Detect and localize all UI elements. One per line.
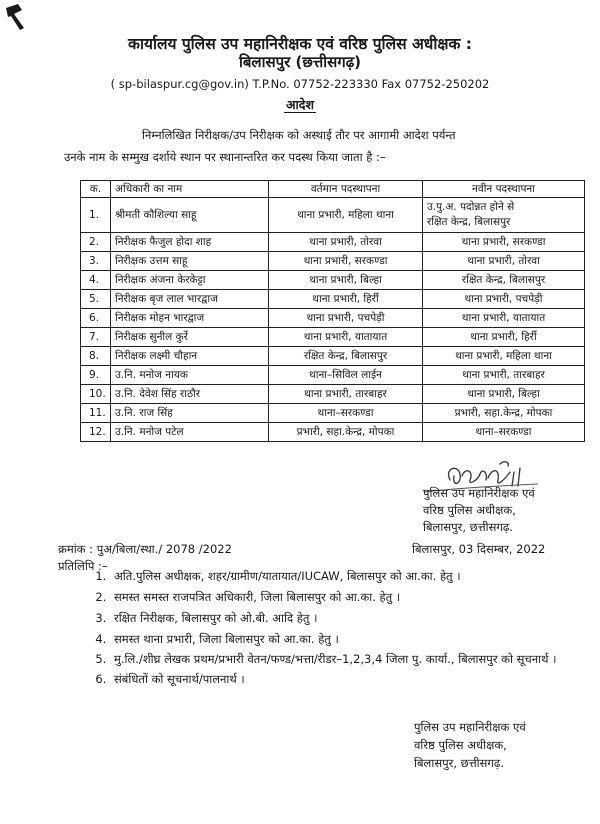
- new-posting-line-2: रक्षित केन्द्र, बिलासपुर: [427, 216, 511, 228]
- row-officer-name: श्रीमती कौशिल्या साहू: [111, 198, 269, 233]
- row-current-posting: थाना प्रभारी, महिला थाना: [269, 198, 423, 233]
- row-current-posting: थाना प्रभारी, हिर्री: [269, 290, 423, 309]
- signature-title: वरिष्ठ पुलिस अधीक्षक,: [414, 738, 507, 752]
- table-row: [81, 328, 585, 347]
- new-posting-line-1: उ.पु.अ. पदोन्नत होने से: [427, 201, 515, 213]
- row-officer-name: निरीक्षक अंजना केरकेट्टा: [111, 271, 269, 290]
- list-item: 6. संबंधितों को सूचनार्थ/पालनार्थ ।: [110, 669, 600, 690]
- row-serial: 3.: [81, 252, 111, 271]
- reference-number: क्रमांक : पुअ/बिला/स्था./ 2078 /2022: [58, 542, 232, 556]
- row-officer-name: उ.नि. मनोज नायक: [111, 366, 269, 385]
- signature-designation: पुलिस उप महानिरीक्षक एवं: [423, 486, 535, 500]
- row-officer-name: निरीक्षक लक्ष्मी चौहान: [111, 347, 269, 366]
- table-row: [81, 423, 585, 442]
- office-location: बिलासपुर (छत्तीसगढ़): [238, 53, 362, 71]
- row-current-posting: प्रभारी, सहा.केन्द्र, मोपका: [269, 423, 423, 442]
- row-new-posting: प्रभारी, सहा.केन्द्र, मोपका: [423, 404, 585, 423]
- row-serial: 6.: [81, 309, 111, 328]
- transfer-table: [80, 180, 585, 442]
- row-officer-name: निरीक्षक मोहन भारद्वाज: [111, 309, 269, 328]
- list-item: 5. मु.लि./शीघ्र लेखक प्रथम/प्रभारी वेतन/फण्ड/भत्ता/रीडर–1,2,3,4 जिला पु. कार्या., बिलासपुर को सूचनार्थ ।: [110, 650, 600, 669]
- signature-designation: पुलिस उप महानिरीक्षक एवं: [414, 720, 526, 734]
- row-current-posting: थाना प्रभारी, पचपेड़ी: [269, 309, 423, 328]
- row-officer-name: निरीक्षक बृज लाल भारद्वाज: [111, 290, 269, 309]
- row-officer-name: उ.नि. देवेश सिंह राठौर: [111, 385, 269, 404]
- table-header-row: [81, 181, 585, 198]
- office-heading: कार्यालय पुलिस उप महानिरीक्षक एवं वरिष्ठ पुलिस अधीक्षक :: [128, 35, 472, 53]
- row-new-posting: थाना प्रभारी, यातायात: [423, 309, 585, 328]
- row-serial: 1.: [81, 198, 111, 233]
- corner-stamp-mark: [2, 2, 32, 32]
- table-row: [81, 404, 585, 423]
- row-current-posting: थाना प्रभारी, बिल्हा: [269, 271, 423, 290]
- row-serial: 10.: [81, 385, 111, 404]
- row-serial: 5.: [81, 290, 111, 309]
- row-new-posting: थाना प्रभारी, तारबाहर: [423, 366, 585, 385]
- row-current-posting: थाना–सिविल लाईन: [269, 366, 423, 385]
- row-new-posting: रक्षित केन्द्र, बिलासपुर: [423, 271, 585, 290]
- order-title: आदेश: [286, 97, 314, 112]
- list-item: 4. समस्त थाना प्रभारी, जिला बिलासपुर को आ.का. हेतु ।: [110, 629, 600, 650]
- row-current-posting: थाना प्रभारी, तारबाहर: [269, 385, 423, 404]
- row-current-posting: थाना प्रभारी, सरकण्डा: [269, 252, 423, 271]
- row-officer-name: निरीक्षक उत्तम साहू: [111, 252, 269, 271]
- copy-to-list: [76, 566, 600, 690]
- table-row: [81, 252, 585, 271]
- table-row: [81, 347, 585, 366]
- header-new-posting: नवीन पदस्थापना: [423, 181, 585, 198]
- row-current-posting: थाना प्रभारी, यातायात: [269, 328, 423, 347]
- row-current-posting: रक्षित केन्द्र, बिलासपुर: [269, 347, 423, 366]
- table-row: [81, 233, 585, 252]
- table-row: [81, 309, 585, 328]
- signature-block-bottom: [414, 718, 526, 772]
- row-new-posting: थाना प्रभारी, हिर्री: [423, 328, 585, 347]
- row-new-posting: थाना प्रभारी, पचपेड़ी: [423, 290, 585, 309]
- row-new-posting: थाना–सरकण्डा: [423, 423, 585, 442]
- table-row: [81, 198, 585, 233]
- row-current-posting: थाना–सरकण्डा: [269, 404, 423, 423]
- list-item: 1. अति.पुलिस अधीक्षक, शहर/ग्रामीण/यातायात/IUCAW, बिलासपुर को आ.का. हेतु ।: [110, 566, 600, 587]
- contact-line: ( sp-bilaspur.cg@gov.in) T.P.No. 07752-223330 Fax 07752-250202: [110, 77, 490, 91]
- place-and-date: बिलासपुर, 03 दिसम्बर, 2022: [412, 542, 546, 556]
- row-new-posting: थाना प्रभारी, बिल्हा: [423, 385, 585, 404]
- signature-location: बिलासपुर, छत्तीसगढ़.: [414, 756, 505, 770]
- copy-to-label: प्रतिलिपि :–: [58, 559, 108, 573]
- table-row: [81, 385, 585, 404]
- signature-block-top: [423, 485, 535, 536]
- row-new-posting: थाना प्रभारी, सरकण्डा: [423, 233, 585, 252]
- row-current-posting: थाना प्रभारी, तोरवा: [269, 233, 423, 252]
- header-serial: क.: [81, 181, 111, 198]
- list-item: 3. रक्षित निरीक्षक, बिलासपुर को ओ.बी. आदि हेतु ।: [110, 608, 600, 629]
- header-officer-name: अधिकारी का नाम: [111, 181, 269, 198]
- row-serial: 9.: [81, 366, 111, 385]
- row-officer-name: निरीक्षक सुनील कुर्रे: [111, 328, 269, 347]
- table-row: [81, 290, 585, 309]
- list-item: 2. समस्त समस्त राजपत्रित अधिकारी, जिला बिलासपुर को आ.का. हेतु ।: [110, 587, 600, 608]
- row-new-posting: थाना प्रभारी, महिला थाना: [423, 347, 585, 366]
- row-officer-name: उ.नि. राज सिंह: [111, 404, 269, 423]
- row-officer-name: निरीक्षक फैजुल होदा शाह: [111, 233, 269, 252]
- row-serial: 11.: [81, 404, 111, 423]
- row-serial: 4.: [81, 271, 111, 290]
- signature-title: वरिष्ठ पुलिस अधीक्षक,: [423, 503, 516, 517]
- row-officer-name: उ.नि. मनोज पटेल: [111, 423, 269, 442]
- table-row: [81, 366, 585, 385]
- row-serial: 12.: [81, 423, 111, 442]
- row-serial: 7.: [81, 328, 111, 347]
- table-row: [81, 271, 585, 290]
- row-serial: 8.: [81, 347, 111, 366]
- intro-line-2: उनके नाम के सम्मुख दर्शाये स्थान पर स्थानान्तरित कर पदस्थ किया जाता है :–: [64, 150, 386, 164]
- header-current-posting: वर्तमान पदस्थापना: [269, 181, 423, 198]
- row-new-posting: थाना प्रभारी, तोरवा: [423, 252, 585, 271]
- intro-line-1: निम्नलिखित निरीक्षक/उप निरीक्षक को अस्थाई तौर पर आगामी आदेश पर्यन्त: [142, 128, 456, 142]
- signature-location: बिलासपुर, छत्तीसगढ़.: [423, 520, 514, 534]
- row-new-posting: [423, 198, 585, 233]
- row-serial: 2.: [81, 233, 111, 252]
